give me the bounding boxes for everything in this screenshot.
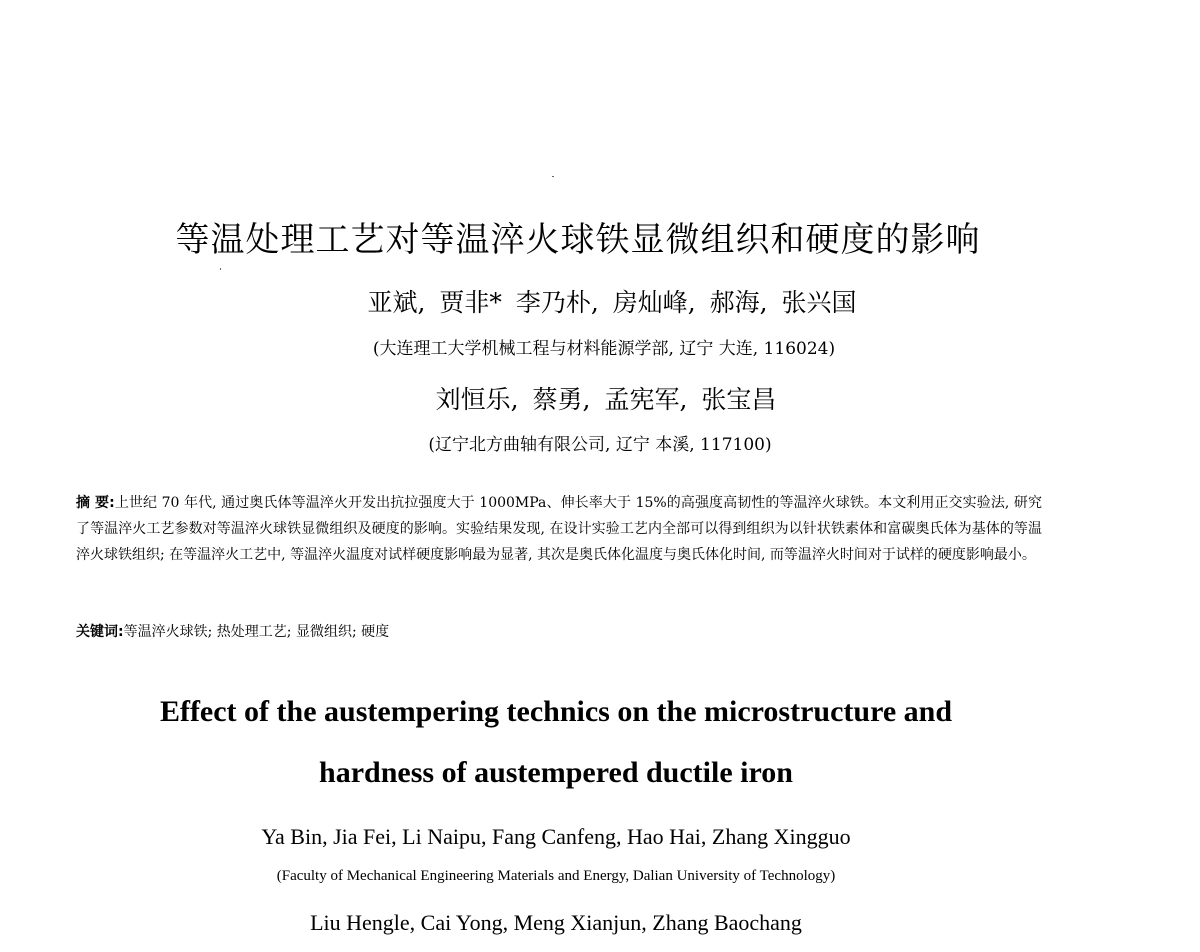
keywords-label: 关键词: xyxy=(76,624,124,640)
english-affiliation-1: (Faculty of Mechanical Engineering Materials and Energy, Dalian University of Technology) xyxy=(276,868,836,884)
chinese-title: 等温处理工艺对等温淬火球铁显微组织和硬度的影响 xyxy=(175,220,981,260)
chinese-affiliation-2: (辽宁北方曲轴有限公司, 辽宁 本溪, 117100) xyxy=(428,435,772,455)
chinese-affiliation-1: (大连理工大学机械工程与材料能源学部, 辽宁 大连, 116024) xyxy=(372,339,836,359)
abstract xyxy=(76,490,1042,568)
scan-speck xyxy=(220,268,221,270)
english-authors-line-2: Liu Hengle, Cai Yong, Meng Xianjun, Zhang Baochang xyxy=(310,910,802,935)
scan-speck xyxy=(552,176,554,177)
english-title-line-2: hardness of austempered ductile iron xyxy=(319,756,793,789)
abstract-text: 上世纪 70 年代, 通过奥氏体等温淬火开发出抗拉强度大于 1000MPa、伸长率大于 15%的高强度高韧性的等温淬火球铁。本文利用正交实验法, 研究了等温淬火工艺参数对等温淬火球铁显微组织及硬度的影响。实验结果发现, 在设计实验工艺内全部可以得到组织为以针状铁素体和富碳奥氏体为基体的等温淬火球铁组织; 在等温淬火工艺中, 等温淬火温度对试样硬度影响最为显著, 其次是奥氏体化温度与奥氏体化时间, 而等温淬火时间对于试样的硬度影响最小。 xyxy=(76,495,1042,563)
english-title-line-1: Effect of the austempering technics on the microstructure and xyxy=(159,695,953,728)
keywords-text: 等温淬火球铁; 热处理工艺; 显微组织; 硬度 xyxy=(123,624,390,640)
keywords xyxy=(76,621,389,641)
chinese-authors-line-1: 亚斌, 贾非* 李乃朴, 房灿峰, 郝海, 张兴国 xyxy=(367,288,857,317)
abstract-label: 摘 要: xyxy=(76,495,115,511)
english-authors-line-1: Ya Bin, Jia Fei, Li Naipu, Fang Canfeng, Hao Hai, Zhang Xingguo xyxy=(261,824,851,849)
chinese-authors-line-2: 刘恒乐, 蔡勇, 孟宪军, 张宝昌 xyxy=(435,385,777,414)
